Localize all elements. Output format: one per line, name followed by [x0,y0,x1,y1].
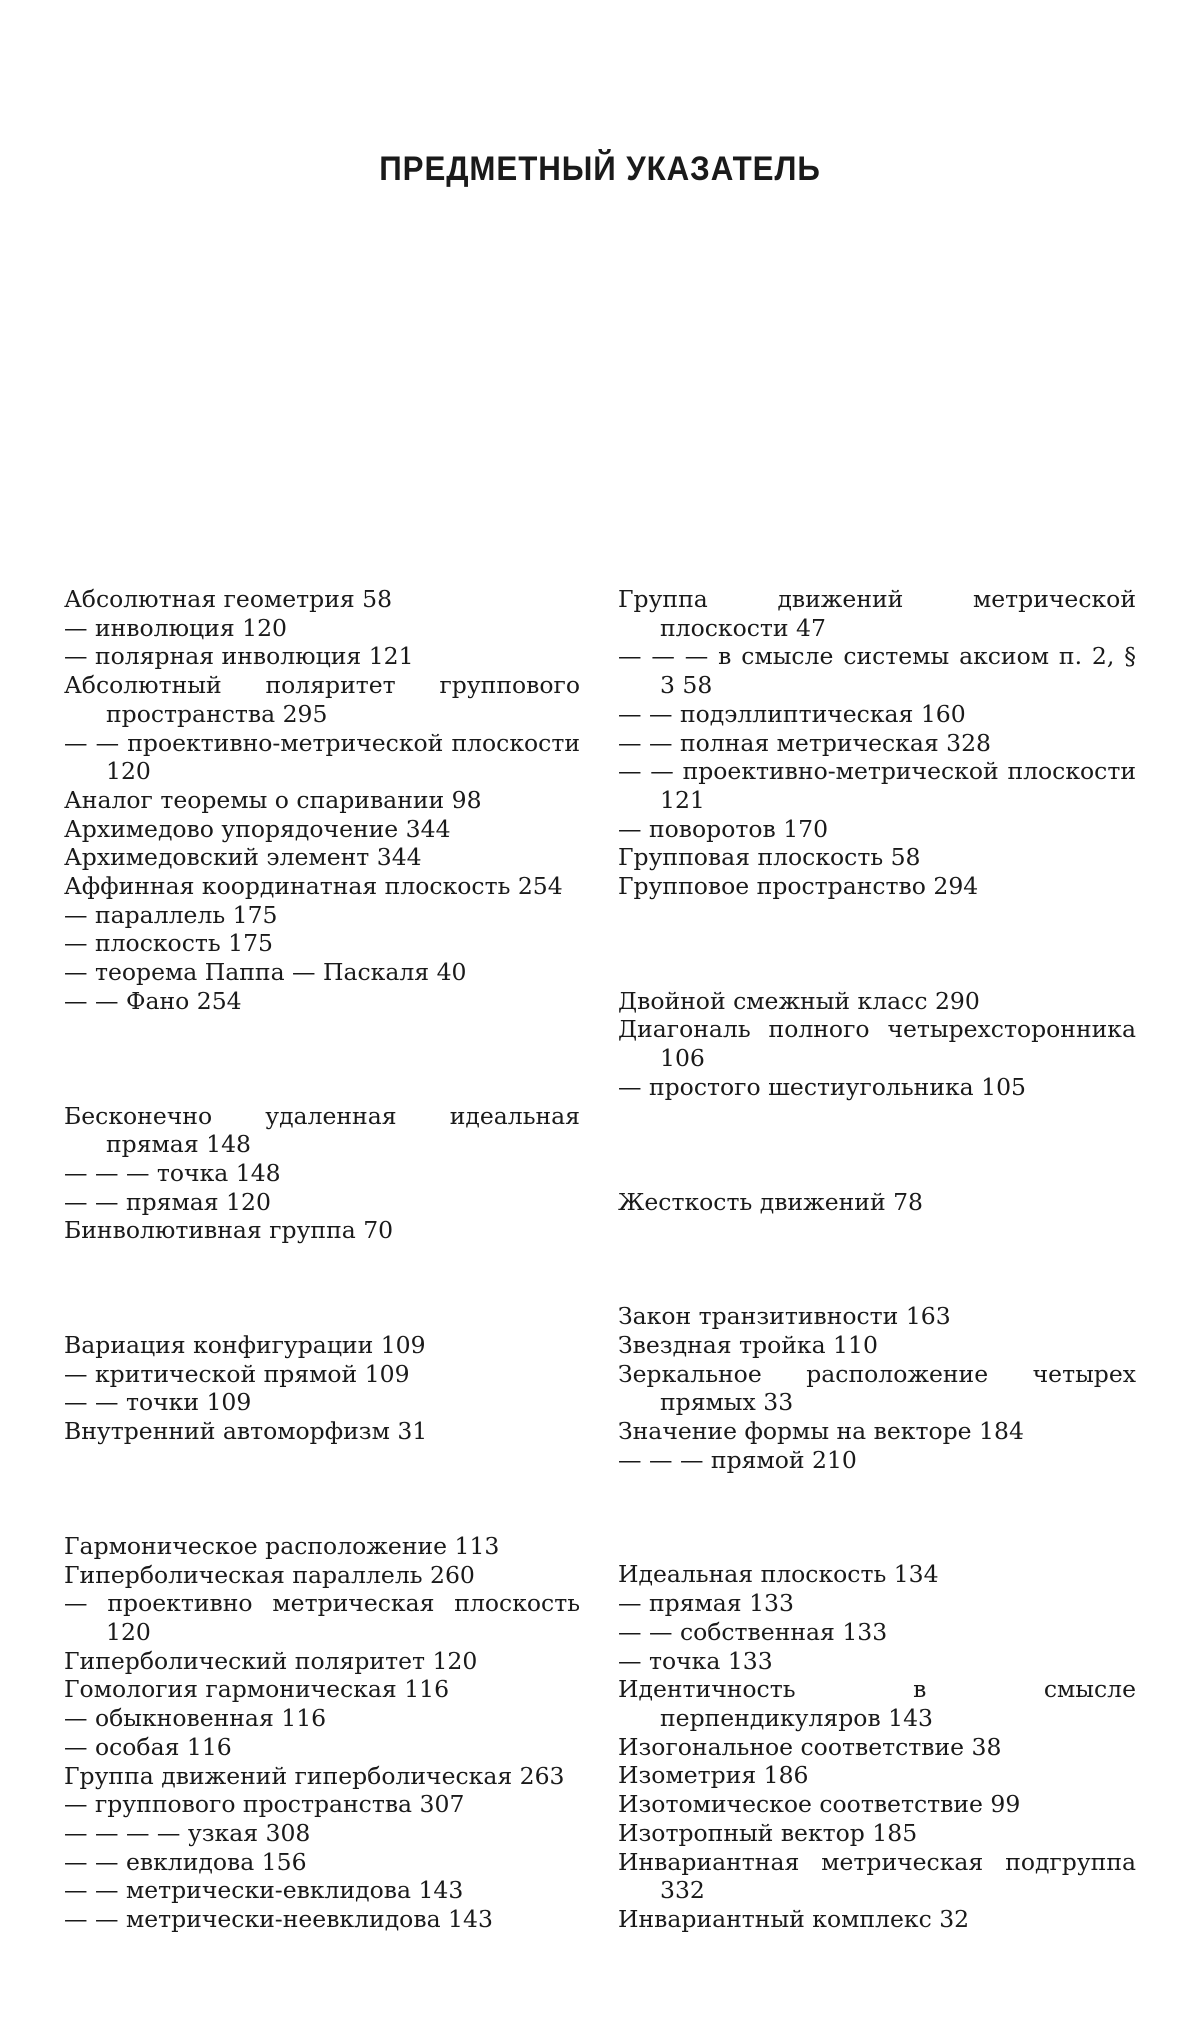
section-gap [618,1474,1136,1560]
index-entry: — — полная метрическая 328 [618,728,991,757]
index-entry: — прямая 133 [618,1589,794,1618]
index-entry: Идентичность в смысле перпендикуляров 143 [618,1675,1136,1732]
index-entry: Изотропный вектор 185 [618,1818,918,1847]
index-entry: — — — в смысле системы аксиом п. 2, § 3 58 [618,642,1136,700]
index-entry: Инвариантная метрическая подгруппа 332 [618,1847,1136,1905]
index-entry: — поворотов 170 [618,814,829,843]
index-entry: Групповая плоскость 58 [618,843,921,872]
index-entry: Гиперболический поляритет 120 [64,1646,478,1675]
section-gap [618,1216,1136,1302]
index-entry: — параллель 175 [64,900,278,929]
index-entry: — — — — узкая 308 [64,1818,311,1847]
index-entry: Аффинная координатная плоскость 254 [64,872,563,901]
index-entry: — полярная инволюция 121 [64,642,414,671]
index-entry: — — проективно-метрической плоскости 121 [618,757,1136,814]
index-entry: — — — точка 148 [64,1158,281,1187]
index-entry: Бесконечно удаленная идеальная прямая 148 [64,1101,580,1159]
index-entry: Инвариантный комплекс 32 [618,1904,970,1933]
index-entry: Диагональ полного четырехсторонника 106 [618,1015,1136,1073]
index-entry: Бинволютивная группа 70 [64,1216,394,1245]
index-entry: Архимедовский элемент 344 [64,843,422,872]
section-gap [618,1102,1136,1188]
index-entry: — — евклидова 156 [64,1847,307,1876]
index-entry: Жесткость движений 78 [618,1187,923,1216]
index-entry: Идеальная плоскость 134 [618,1560,939,1589]
index-entry: Закон транзитивности 163 [618,1302,951,1331]
index-entry: Группа движений метрической плоскости 47 [618,585,1136,642]
index-entry: — группового пространства 307 [64,1790,465,1819]
index-entry: — критической прямой 109 [64,1359,410,1388]
index-entry: — особая 116 [64,1732,232,1761]
index-entry: — проективно метрическая плоскость 120 [64,1589,580,1646]
index-entry: Изотомическое соответствие 99 [618,1790,1021,1819]
index-entry: — — подэллиптическая 160 [618,699,966,728]
index-entry: Двойной смежный класс 290 [618,986,980,1015]
section-gap [64,1016,580,1102]
index-entry: Значение формы на векторе 184 [618,1417,1024,1446]
index-entry: Гиперболическая параллель 260 [64,1560,475,1589]
index-entry: Звездная тройка 110 [618,1330,878,1359]
page-title: ПРЕДМЕТНЫЙ УКАЗАТЕЛЬ [379,150,821,188]
index-entry: — — собственная 133 [618,1617,888,1646]
index-entry: Гомология гармоническая 116 [64,1675,450,1704]
index-entry: Изогональное соответствие 38 [618,1732,1002,1761]
index-entry: — — проективно-метрической плоскости 120 [64,728,580,786]
index-entry: — простого шестиугольника 105 [618,1072,1027,1101]
index-entry: — — метрически-неевклидова 143 [64,1905,493,1934]
index-entry: — точка 133 [618,1646,773,1675]
index-entry: Внутренний автоморфизм 31 [64,1417,428,1446]
index-column-left [64,585,580,1934]
index-entry: Архимедово упорядочение 344 [64,814,451,843]
index-entry: — — метрически-евклидова 143 [64,1876,464,1905]
index-entry: — теорема Паппа — Паскаля 40 [64,958,467,987]
section-gap [64,1245,580,1331]
index-entry: — инволюция 120 [64,613,287,642]
index-entry: Аналог теоремы о спаривании 98 [64,785,482,814]
section-gap [618,901,1136,987]
index-entry: — — — прямой 210 [618,1445,857,1474]
index-entry: Изометрия 186 [618,1761,809,1790]
index-entry: Групповое пространство 294 [618,872,979,901]
index-entry: — обыкновенная 116 [64,1704,327,1733]
index-entry: Абсолютная геометрия 58 [64,585,393,613]
index-entry: Гармоническое расположение 113 [64,1531,500,1560]
index-entry: — — точки 109 [64,1388,252,1417]
index-entry: — плоскость 175 [64,929,273,958]
index-entry: Вариация конфигурации 109 [64,1331,426,1360]
index-entry: Абсолютный поляритет группового пространства 295 [64,671,580,728]
index-entry: — — Фано 254 [64,986,242,1015]
index-column-right [618,585,1136,1934]
index-entry: — — прямая 120 [64,1187,271,1216]
section-gap [64,1446,580,1532]
index-entry: Группа движений гиперболическая 263 [64,1761,565,1790]
index-entry: Зеркальное расположение четырех прямых 33 [618,1359,1136,1417]
